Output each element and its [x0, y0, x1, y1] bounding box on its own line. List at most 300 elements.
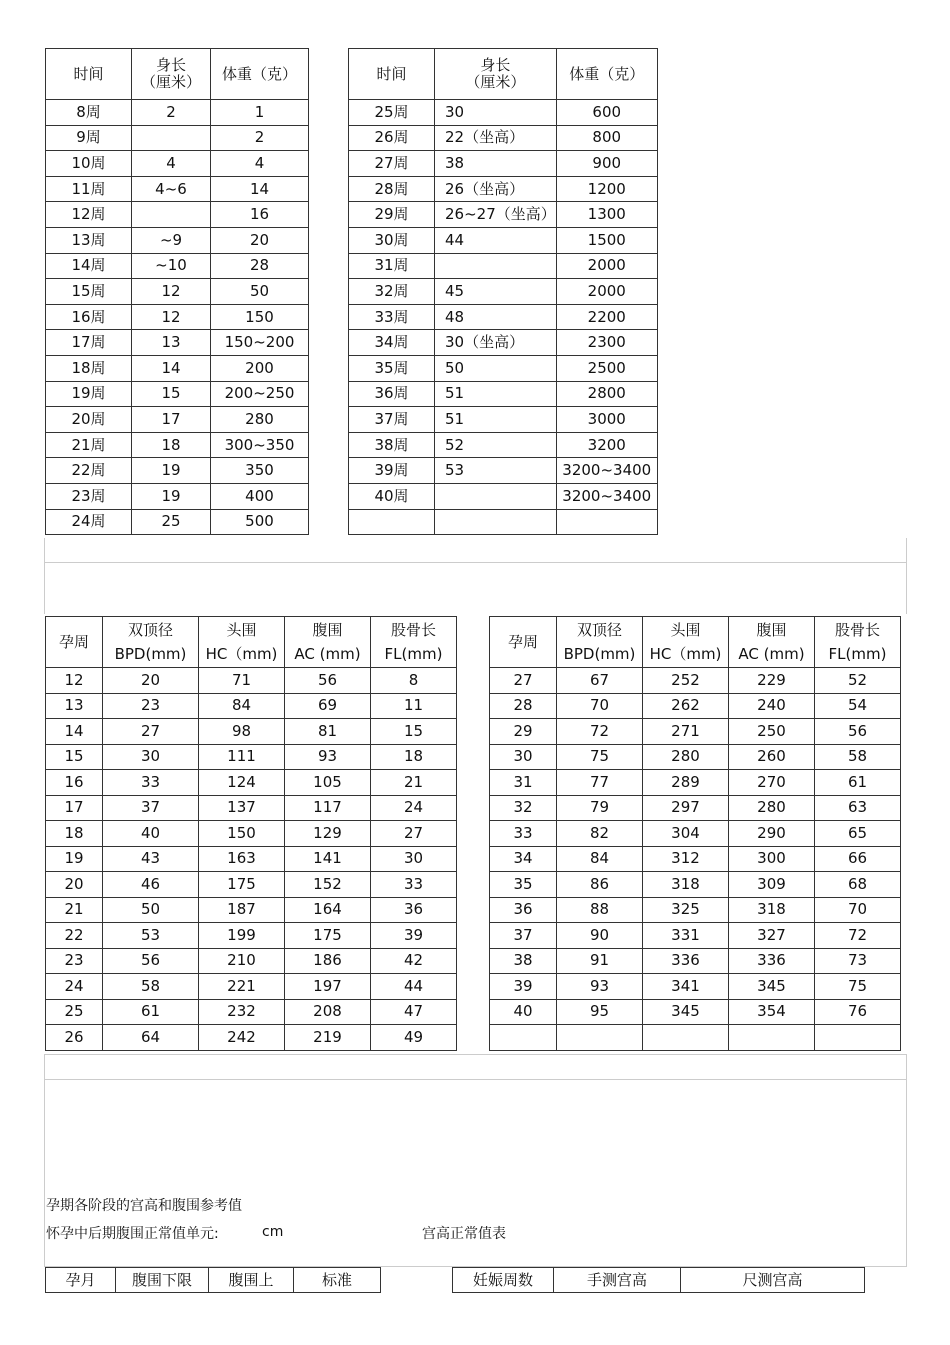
- table-cell: 229: [729, 668, 815, 694]
- table-cell: 51: [435, 381, 557, 407]
- fundal-height-label: 宫高正常值表: [422, 1226, 506, 1242]
- table-cell: 4: [211, 151, 309, 177]
- table-row: [490, 897, 901, 923]
- table-row: [349, 330, 658, 356]
- table-cell: 14: [211, 176, 309, 202]
- header-time: 时间: [46, 49, 132, 100]
- table-row: [46, 483, 309, 509]
- table-cell: 8周: [46, 100, 132, 126]
- table-row: [490, 846, 901, 872]
- table-row: [490, 999, 901, 1025]
- table-cell: 309: [729, 872, 815, 898]
- table-cell: 175: [199, 872, 285, 898]
- fetal-biometry-table-left: [45, 616, 457, 1051]
- table-cell: 70: [557, 693, 643, 719]
- table-row: [46, 279, 309, 305]
- table-row: [46, 872, 457, 898]
- table-row: [349, 381, 658, 407]
- table-cell: 76: [815, 999, 901, 1025]
- table-cell: 30: [490, 744, 557, 770]
- table-cell: 22周: [46, 458, 132, 484]
- table-cell: 290: [729, 821, 815, 847]
- table-cell: 63: [815, 795, 901, 821]
- table-cell: 289: [643, 770, 729, 796]
- table-cell: 312: [643, 846, 729, 872]
- table-cell: 36: [371, 897, 457, 923]
- table-cell: 23周: [46, 483, 132, 509]
- header-hc: 头围 HC（mm): [199, 617, 285, 668]
- header-waist-lower: 腹围下限: [116, 1268, 209, 1293]
- table-cell: 4: [132, 151, 211, 177]
- table-cell: 221: [199, 974, 285, 1000]
- table-cell: 40: [490, 999, 557, 1025]
- table-cell: 14周: [46, 253, 132, 279]
- table-cell: 280: [211, 407, 309, 433]
- table-cell: 67: [557, 668, 643, 694]
- table-cell: 52: [815, 668, 901, 694]
- table-cell: 2000: [556, 279, 657, 305]
- table-cell: 43: [103, 846, 199, 872]
- table-cell: 2500: [556, 355, 657, 381]
- table-cell: 1300: [556, 202, 657, 228]
- table-cell: 3200~3400: [556, 483, 657, 509]
- table-row: [349, 176, 658, 202]
- table-cell: 22: [46, 923, 103, 949]
- table-cell: 2300: [556, 330, 657, 356]
- header-hand-measure: 手测宫高: [554, 1268, 681, 1293]
- table-cell: 82: [557, 821, 643, 847]
- header-bpd: 双顶径 BPD(mm): [103, 617, 199, 668]
- header-time: 时间: [349, 49, 435, 100]
- table-row: [46, 744, 457, 770]
- waist-unit: cm: [262, 1224, 284, 1240]
- table-cell: 75: [557, 744, 643, 770]
- header-ac: 腹围 AC (mm): [285, 617, 371, 668]
- table-cell: [557, 1025, 643, 1051]
- table-row: [46, 381, 309, 407]
- table-cell: 10周: [46, 151, 132, 177]
- table-cell: 150: [211, 304, 309, 330]
- table-cell: 280: [643, 744, 729, 770]
- table-cell: 19: [46, 846, 103, 872]
- table-row: [349, 279, 658, 305]
- table-cell: 260: [729, 744, 815, 770]
- table-row: [46, 999, 457, 1025]
- table-cell: 14: [132, 355, 211, 381]
- table-cell: 800: [556, 125, 657, 151]
- table-cell: 26: [46, 1025, 103, 1051]
- table-cell: 42: [371, 948, 457, 974]
- table-cell: 95: [557, 999, 643, 1025]
- table-cell: 30: [103, 744, 199, 770]
- table-cell: 1: [211, 100, 309, 126]
- table-cell: 52: [435, 432, 557, 458]
- table-cell: 88: [557, 897, 643, 923]
- table-cell: 141: [285, 846, 371, 872]
- header-week: 孕周: [490, 617, 557, 668]
- header-length: 身长 （厘米）: [435, 49, 557, 100]
- table-cell: 31: [490, 770, 557, 796]
- table-row: [349, 125, 658, 151]
- header-weight: 体重（克）: [211, 49, 309, 100]
- table-cell: 2: [211, 125, 309, 151]
- table-cell: 11周: [46, 176, 132, 202]
- table-cell: 27周: [349, 151, 435, 177]
- table-cell: 84: [199, 693, 285, 719]
- table-cell: 50: [211, 279, 309, 305]
- table-row: [490, 719, 901, 745]
- fetal-growth-table-left: [45, 48, 309, 535]
- table-cell: 50: [103, 897, 199, 923]
- table-cell: 30: [371, 846, 457, 872]
- table-cell: 38: [490, 948, 557, 974]
- table-cell: 11: [371, 693, 457, 719]
- table-cell: 350: [211, 458, 309, 484]
- table-cell: 37: [490, 923, 557, 949]
- table-cell: 21: [371, 770, 457, 796]
- table-row: [46, 897, 457, 923]
- table-cell: 39: [490, 974, 557, 1000]
- fetal-biometry-table-right: [489, 616, 901, 1051]
- table-cell: 252: [643, 668, 729, 694]
- table-cell: 300: [729, 846, 815, 872]
- table-cell: 45: [435, 279, 557, 305]
- table-row: [46, 795, 457, 821]
- table-row: [46, 125, 309, 151]
- table-cell: 900: [556, 151, 657, 177]
- table-row: [490, 923, 901, 949]
- table-cell: 325: [643, 897, 729, 923]
- table-cell: 22（坐高）: [435, 125, 557, 151]
- table-cell: 186: [285, 948, 371, 974]
- table-cell: 18: [371, 744, 457, 770]
- table-cell: 199: [199, 923, 285, 949]
- header-ac: 腹围 AC (mm): [729, 617, 815, 668]
- table-cell: 15: [371, 719, 457, 745]
- table-cell: 336: [643, 948, 729, 974]
- table-cell: 27: [371, 821, 457, 847]
- table-cell: 137: [199, 795, 285, 821]
- table-cell: 13: [46, 693, 103, 719]
- table-cell: 65: [815, 821, 901, 847]
- table-cell: [556, 509, 657, 535]
- header-length: 身长 （厘米）: [132, 49, 211, 100]
- table-cell: 318: [729, 897, 815, 923]
- table-cell: 20: [103, 668, 199, 694]
- table-cell: 19: [132, 458, 211, 484]
- fetal-growth-table-right: [348, 48, 658, 535]
- table-cell: 3200~3400: [556, 458, 657, 484]
- table-cell: [490, 1025, 557, 1051]
- table-row: [46, 974, 457, 1000]
- table-row: [46, 432, 309, 458]
- table-cell: 331: [643, 923, 729, 949]
- table-cell: [815, 1025, 901, 1051]
- table-cell: 16: [211, 202, 309, 228]
- header-month: 孕月: [46, 1268, 116, 1293]
- table-cell: 18: [132, 432, 211, 458]
- table-cell: [643, 1025, 729, 1051]
- table-cell: 46: [103, 872, 199, 898]
- table-row: [490, 770, 901, 796]
- table-cell: 86: [557, 872, 643, 898]
- table-cell: 2000: [556, 253, 657, 279]
- table-cell: [132, 202, 211, 228]
- table-cell: 336: [729, 948, 815, 974]
- table-cell: 68: [815, 872, 901, 898]
- table-cell: 17: [46, 795, 103, 821]
- divider-band: [44, 562, 907, 614]
- table-cell: 12周: [46, 202, 132, 228]
- table-cell: 150~200: [211, 330, 309, 356]
- table-row: [46, 846, 457, 872]
- table-cell: 208: [285, 999, 371, 1025]
- table-cell: 187: [199, 897, 285, 923]
- table-cell: 304: [643, 821, 729, 847]
- table-cell: 70: [815, 897, 901, 923]
- table-row: [490, 1025, 901, 1051]
- table-cell: 400: [211, 483, 309, 509]
- table-row: [490, 668, 901, 694]
- table-cell: 40周: [349, 483, 435, 509]
- table-cell: 33: [103, 770, 199, 796]
- table-cell: 34: [490, 846, 557, 872]
- table-cell: 38周: [349, 432, 435, 458]
- table-cell: 23: [103, 693, 199, 719]
- table-row: [349, 509, 658, 535]
- table-cell: 25: [132, 509, 211, 535]
- table-row: [46, 176, 309, 202]
- table-cell: 250: [729, 719, 815, 745]
- table-cell: 16周: [46, 304, 132, 330]
- table-cell: 15: [132, 381, 211, 407]
- table-cell: 28: [490, 693, 557, 719]
- table-row: [46, 923, 457, 949]
- table-cell: 58: [103, 974, 199, 1000]
- table-cell: 69: [285, 693, 371, 719]
- table-cell: 27: [103, 719, 199, 745]
- table-cell: 33: [490, 821, 557, 847]
- table-cell: 48: [435, 304, 557, 330]
- table-row: [46, 407, 309, 433]
- table-cell: 20: [46, 872, 103, 898]
- table-row: [349, 304, 658, 330]
- table-cell: [132, 125, 211, 151]
- table-cell: 37周: [349, 407, 435, 433]
- table-row: [349, 253, 658, 279]
- table-cell: 19周: [46, 381, 132, 407]
- header-gestation-weeks: 妊娠周数: [453, 1268, 554, 1293]
- table-cell: 2200: [556, 304, 657, 330]
- table-row: [490, 872, 901, 898]
- table-cell: 61: [815, 770, 901, 796]
- table-cell: 24周: [46, 509, 132, 535]
- table-cell: 50: [435, 355, 557, 381]
- table-cell: [435, 483, 557, 509]
- table-cell: 20: [211, 227, 309, 253]
- table-cell: 84: [557, 846, 643, 872]
- table-row: [490, 948, 901, 974]
- table-cell: 14: [46, 719, 103, 745]
- table-cell: 219: [285, 1025, 371, 1051]
- table-cell: 56: [815, 719, 901, 745]
- table-cell: 12: [132, 279, 211, 305]
- table-row: [349, 483, 658, 509]
- table-row: [46, 509, 309, 535]
- table-row: [46, 821, 457, 847]
- table-cell: 18: [46, 821, 103, 847]
- table-cell: 53: [435, 458, 557, 484]
- table-cell: 38: [435, 151, 557, 177]
- header-week: 孕周: [46, 617, 103, 668]
- table-row: [349, 227, 658, 253]
- table-cell: 152: [285, 872, 371, 898]
- table-row: [46, 693, 457, 719]
- table-cell: 124: [199, 770, 285, 796]
- table-cell: 56: [285, 668, 371, 694]
- table-cell: 8: [371, 668, 457, 694]
- table-cell: 200: [211, 355, 309, 381]
- table-row: [46, 458, 309, 484]
- table-cell: 20周: [46, 407, 132, 433]
- table-cell: ~10: [132, 253, 211, 279]
- table-row: [46, 668, 457, 694]
- table-row: [46, 151, 309, 177]
- table-cell: 1200: [556, 176, 657, 202]
- table-cell: 600: [556, 100, 657, 126]
- table-cell: 28周: [349, 176, 435, 202]
- header-ruler-measure: 尺测宫高: [681, 1268, 865, 1293]
- table-cell: 26周: [349, 125, 435, 151]
- table-row: [490, 821, 901, 847]
- table-cell: 75: [815, 974, 901, 1000]
- table-row: [490, 974, 901, 1000]
- table-cell: 56: [103, 948, 199, 974]
- table-cell: 12: [46, 668, 103, 694]
- table-cell: 2800: [556, 381, 657, 407]
- header-bpd: 双顶径 BPD(mm): [557, 617, 643, 668]
- table-row: [349, 355, 658, 381]
- table-cell: 16: [46, 770, 103, 796]
- table-cell: 72: [815, 923, 901, 949]
- table-cell: 3200: [556, 432, 657, 458]
- table-cell: 29: [490, 719, 557, 745]
- waist-circumference-table: [45, 1267, 381, 1293]
- table-cell: 25: [46, 999, 103, 1025]
- table-cell: [729, 1025, 815, 1051]
- table-cell: 17: [132, 407, 211, 433]
- table-cell: 345: [643, 999, 729, 1025]
- table-cell: 61: [103, 999, 199, 1025]
- table-cell: 73: [815, 948, 901, 974]
- table-cell: 1500: [556, 227, 657, 253]
- table-cell: 36周: [349, 381, 435, 407]
- table-cell: 58: [815, 744, 901, 770]
- header-waist-upper: 腹围上: [209, 1268, 294, 1293]
- table-cell: 91: [557, 948, 643, 974]
- table-cell: 47: [371, 999, 457, 1025]
- table-cell: 24: [46, 974, 103, 1000]
- table-cell: 72: [557, 719, 643, 745]
- table-row: [349, 202, 658, 228]
- table-cell: 30: [435, 100, 557, 126]
- table-cell: 3000: [556, 407, 657, 433]
- table-cell: 21周: [46, 432, 132, 458]
- table-cell: 77: [557, 770, 643, 796]
- table-cell: 32周: [349, 279, 435, 305]
- table-cell: 318: [643, 872, 729, 898]
- table-cell: 242: [199, 1025, 285, 1051]
- table-cell: 98: [199, 719, 285, 745]
- table-cell: 129: [285, 821, 371, 847]
- table-cell: 54: [815, 693, 901, 719]
- table-cell: 345: [729, 974, 815, 1000]
- table-row: [46, 355, 309, 381]
- table-row: [46, 330, 309, 356]
- divider-band: [44, 538, 907, 563]
- table-cell: 24: [371, 795, 457, 821]
- table-cell: 175: [285, 923, 371, 949]
- header-weight: 体重（克）: [556, 49, 657, 100]
- table-cell: 197: [285, 974, 371, 1000]
- table-cell: 210: [199, 948, 285, 974]
- table-cell: 25周: [349, 100, 435, 126]
- table-cell: 49: [371, 1025, 457, 1051]
- table-cell: 163: [199, 846, 285, 872]
- header-standard: 标准: [294, 1268, 381, 1293]
- table-cell: 35周: [349, 355, 435, 381]
- table-cell: 30周: [349, 227, 435, 253]
- table-row: [46, 304, 309, 330]
- table-cell: ~9: [132, 227, 211, 253]
- table-row: [46, 253, 309, 279]
- table-cell: 51: [435, 407, 557, 433]
- table-cell: 354: [729, 999, 815, 1025]
- table-cell: 270: [729, 770, 815, 796]
- table-cell: 93: [557, 974, 643, 1000]
- table-cell: 29周: [349, 202, 435, 228]
- table-cell: 12: [132, 304, 211, 330]
- fundal-height-table: [452, 1267, 865, 1293]
- header-hc: 头围 HC（mm): [643, 617, 729, 668]
- table-cell: 15周: [46, 279, 132, 305]
- table-cell: 64: [103, 1025, 199, 1051]
- table-row: [46, 770, 457, 796]
- table-cell: 44: [435, 227, 557, 253]
- table-row: [490, 744, 901, 770]
- table-row: [46, 719, 457, 745]
- table-cell: 105: [285, 770, 371, 796]
- table-cell: 13: [132, 330, 211, 356]
- table-cell: 21: [46, 897, 103, 923]
- table-row: [46, 1025, 457, 1051]
- table-cell: 71: [199, 668, 285, 694]
- table-cell: 4~6: [132, 176, 211, 202]
- table-cell: 27: [490, 668, 557, 694]
- divider-band: [44, 1054, 907, 1080]
- table-cell: 164: [285, 897, 371, 923]
- table-cell: 44: [371, 974, 457, 1000]
- table-cell: 26~27（坐高）: [435, 202, 557, 228]
- table-cell: 66: [815, 846, 901, 872]
- header-fl: 股骨长 FL(mm): [371, 617, 457, 668]
- table-row: [46, 948, 457, 974]
- table-cell: 28: [211, 253, 309, 279]
- table-cell: 327: [729, 923, 815, 949]
- table-row: [349, 458, 658, 484]
- table-cell: 93: [285, 744, 371, 770]
- table-cell: 2: [132, 100, 211, 126]
